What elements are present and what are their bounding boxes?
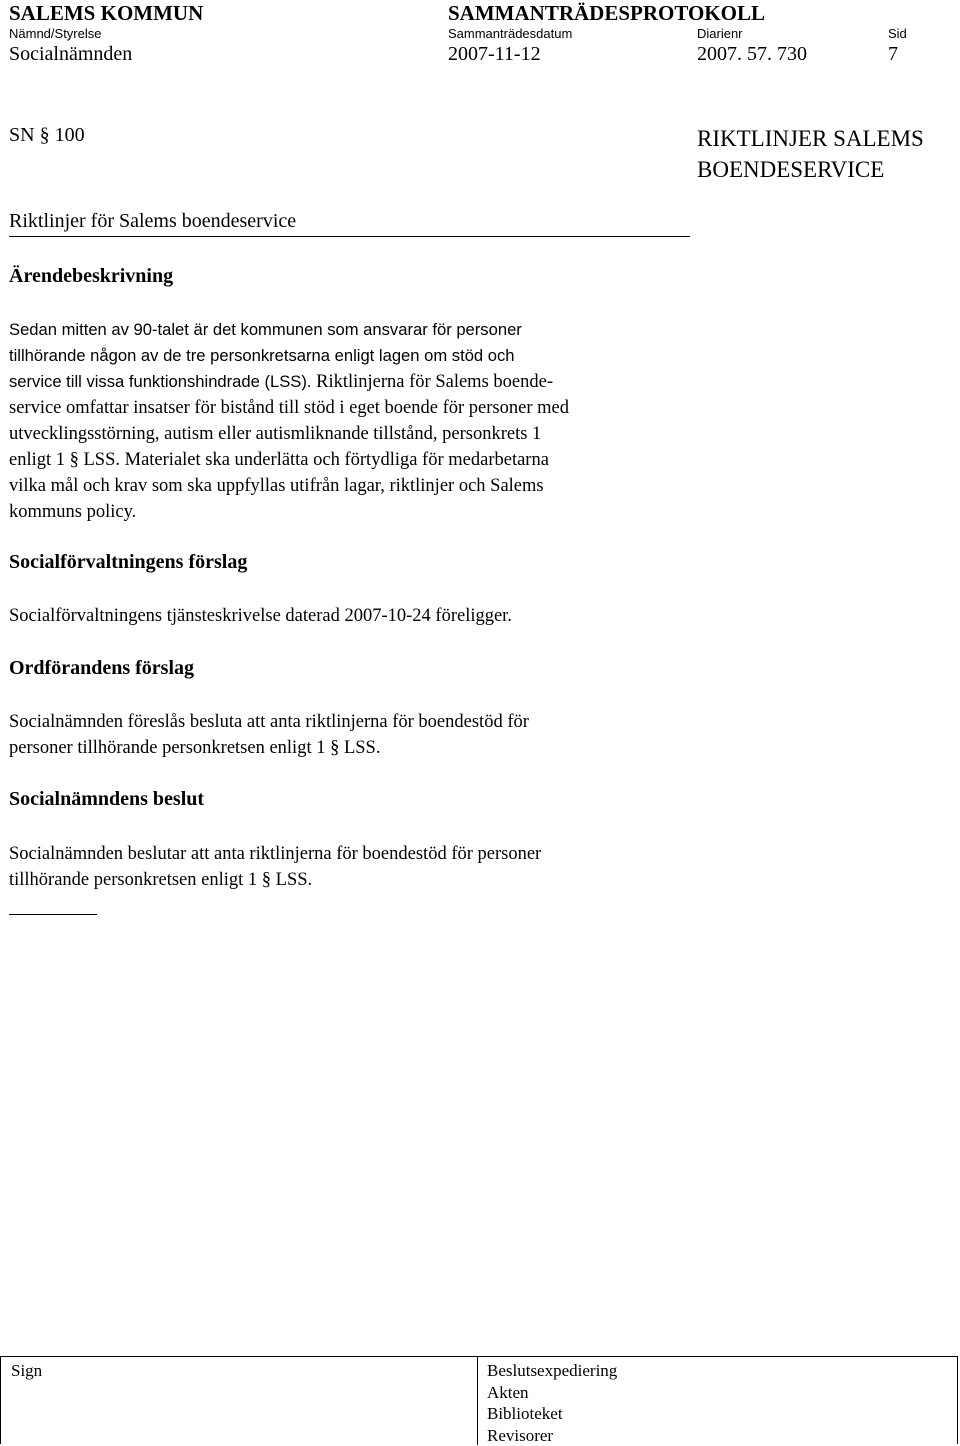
- register-number-label: Diarienr: [697, 26, 743, 41]
- description-line: vilka mål och krav som ska uppfyllas utifrån lagar, riktlinjer och Salems: [9, 473, 709, 499]
- description-line-part: service till vissa funktionshindrade (LSS).: [9, 372, 312, 391]
- case-number: SN § 100: [9, 124, 85, 147]
- description-body: [9, 317, 709, 525]
- footer-distribution-box: [0, 1356, 958, 1444]
- footer-divider: [477, 1357, 478, 1445]
- description-line: kommuns policy.: [9, 499, 709, 525]
- decision-line: tillhörande personkretsen enligt 1 § LSS.: [9, 867, 709, 893]
- description-line: enligt 1 § LSS. Materialet ska underlätta och förtydliga för medarbetarna: [9, 447, 709, 473]
- decision-body: [9, 841, 709, 893]
- administration-proposal-text: Socialförvaltningens tjänsteskrivelse daterad 2007-10-24 föreligger.: [9, 603, 512, 629]
- meeting-date-value: 2007-11-12: [448, 43, 541, 66]
- case-title-line-1: RIKTLINJER SALEMS: [697, 123, 924, 154]
- decision-line: Socialnämnden beslutar att anta riktlinjerna för boendestöd för personer: [9, 841, 709, 867]
- decision-end-rule: [9, 914, 97, 915]
- distribution-list: [487, 1360, 617, 1446]
- description-line: utvecklingsstörning, autism eller autismliknande tillstånd, personkrets 1: [9, 421, 709, 447]
- description-line-part: Riktlinjerna för Salems boende-: [312, 372, 553, 392]
- page-label: Sid: [888, 26, 907, 41]
- description-line: Sedan mitten av 90-talet är det kommunen som ansvarar för personer: [9, 317, 709, 343]
- case-subject: Riktlinjer för Salems boendeservice: [9, 210, 296, 233]
- distribution-item: Akten: [487, 1382, 617, 1404]
- chair-proposal-heading: Ordförandens förslag: [9, 657, 194, 680]
- register-number-value: 2007. 57. 730: [697, 43, 807, 66]
- case-title: [697, 123, 924, 185]
- sign-label: Sign: [11, 1361, 42, 1381]
- description-line: tillhörande någon av de tre personkretsarna enligt lagen om stöd och: [9, 343, 709, 369]
- distribution-item: Beslutsexpediering: [487, 1360, 617, 1382]
- meeting-date-label: Sammanträdesdatum: [448, 26, 572, 41]
- chair-proposal-line: Socialnämnden föreslås besluta att anta riktlinjerna för boendestöd för: [9, 709, 709, 735]
- description-heading: Ärendebeskrivning: [9, 265, 173, 288]
- distribution-item: Revisorer: [487, 1425, 617, 1446]
- chair-proposal-line: personer tillhörande personkretsen enligt 1 § LSS.: [9, 735, 709, 761]
- committee-value: Socialnämnden: [9, 43, 132, 66]
- subject-underline: [9, 236, 690, 237]
- distribution-item: Biblioteket: [487, 1403, 617, 1425]
- description-line: [9, 369, 709, 395]
- decision-heading: Socialnämndens beslut: [9, 788, 204, 811]
- case-title-line-2: BOENDESERVICE: [697, 154, 924, 185]
- municipality-name: SALEMS KOMMUN: [9, 1, 203, 26]
- protocol-title: SAMMANTRÄDESPROTOKOLL: [448, 1, 765, 26]
- administration-proposal-heading: Socialförvaltningens förslag: [9, 551, 247, 574]
- description-line: service omfattar insatser för bistånd till stöd i eget boende för personer med: [9, 395, 709, 421]
- page-number-value: 7: [888, 43, 898, 66]
- committee-label: Nämnd/Styrelse: [9, 26, 101, 41]
- chair-proposal-body: [9, 709, 709, 761]
